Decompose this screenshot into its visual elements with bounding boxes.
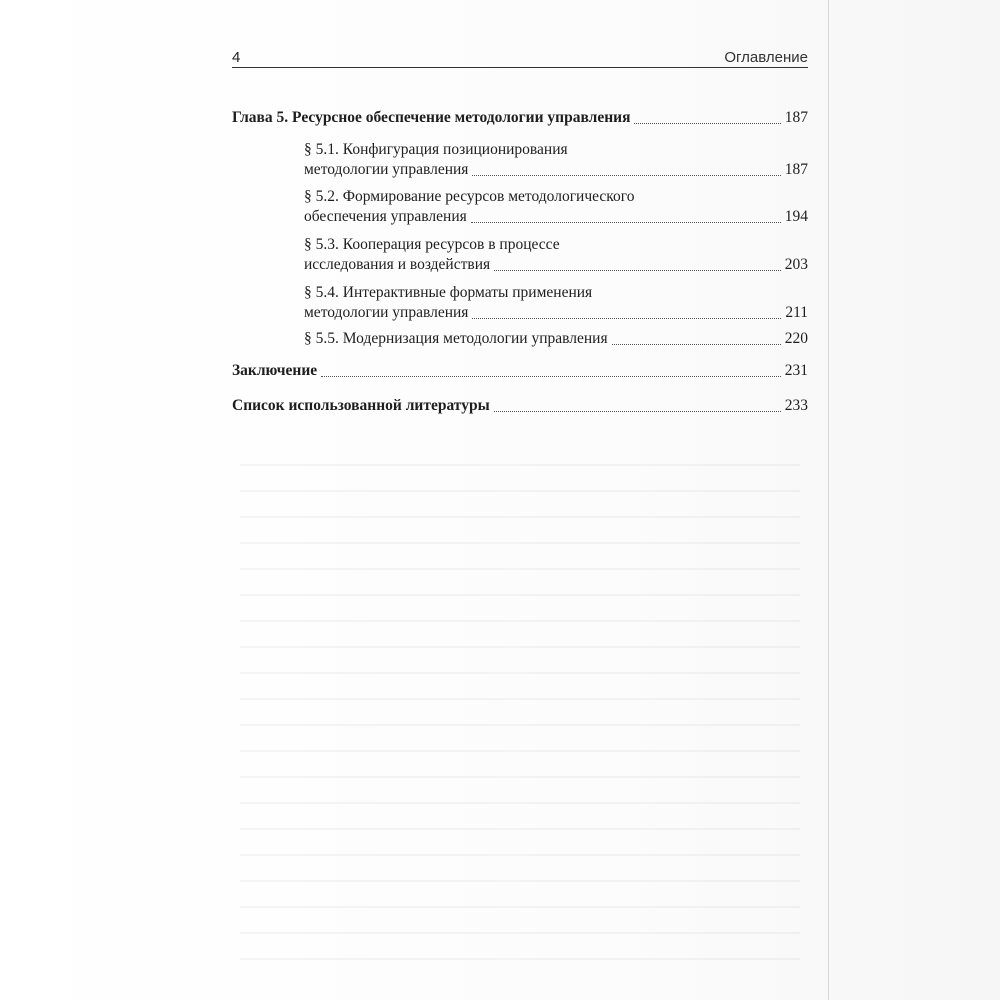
toc-entry-title: Глава 5. Ресурсное обеспечение методологии управления (232, 109, 631, 126)
toc-entry-page: 220 (784, 330, 808, 347)
toc-entry-page: 187 (784, 109, 808, 126)
toc-entry-title-line: обеспечения управления (304, 208, 467, 225)
toc-entry-page: 187 (784, 161, 808, 178)
toc-entry-section-5-4 (304, 283, 808, 323)
toc-entry-page: 231 (784, 362, 808, 379)
leader-dots (472, 174, 780, 176)
toc-entry-page: 211 (785, 304, 808, 321)
toc-entry-page: 194 (784, 208, 808, 225)
toc-entry-references (232, 396, 808, 416)
toc-entry-title-line: методологии управления (304, 161, 469, 178)
running-head: Оглавление (724, 49, 808, 66)
toc-entry-title: Список использованной литературы (232, 397, 490, 414)
page-edge (828, 0, 829, 1000)
page-number: 4 (232, 49, 241, 66)
toc-entry-section-5-2 (304, 187, 808, 227)
toc-entry-title-line: исследования и воздействия (304, 256, 491, 273)
toc-entry-page: 233 (784, 397, 808, 414)
toc-entry-section-5-5 (304, 329, 808, 349)
toc-entry-section-5-1 (304, 140, 808, 180)
toc-entry-title-line: § 5.4. Интерактивные форматы применения (304, 284, 593, 301)
leader-dots (612, 343, 781, 345)
leader-dots (494, 410, 781, 412)
show-through-background (240, 440, 800, 980)
toc-entry-conclusion (232, 361, 808, 381)
leader-dots (472, 317, 781, 319)
leader-dots (321, 375, 781, 377)
toc-entry-title-line: § 5.3. Кооперация ресурсов в процессе (304, 236, 560, 253)
leader-dots (494, 269, 781, 271)
toc-entry-title: Заключение (232, 362, 318, 379)
header-rule (232, 67, 808, 68)
toc-entry-page: 203 (784, 256, 808, 273)
toc-entry-title-line: § 5.2. Формирование ресурсов методологического (304, 188, 635, 205)
leader-dots (471, 221, 781, 223)
toc-entry-chapter-5 (232, 108, 808, 128)
toc-entry-title: § 5.5. Модернизация методологии управления (304, 330, 608, 347)
toc-entry-title-line: методологии управления (304, 304, 469, 321)
leader-dots (634, 122, 780, 124)
toc-entry-section-5-3 (304, 235, 808, 275)
toc-entry-title-line: § 5.1. Конфигурация позиционирования (304, 141, 568, 158)
